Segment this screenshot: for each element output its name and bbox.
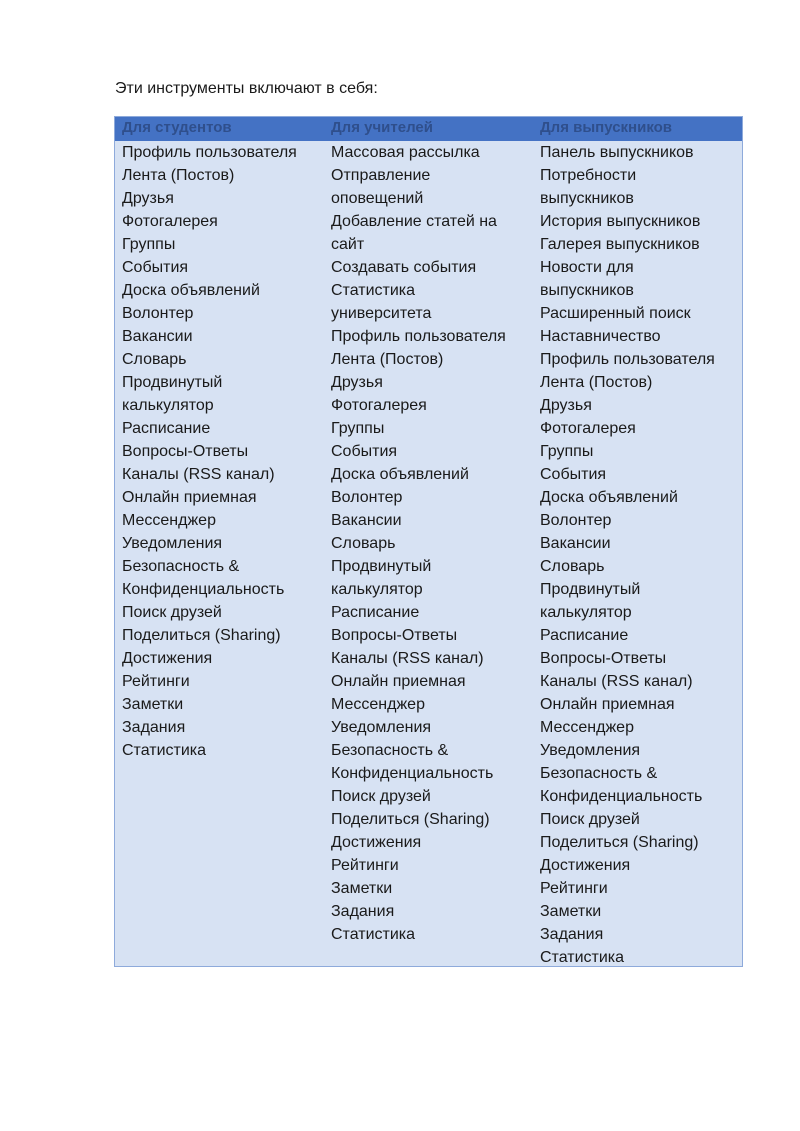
list-item: выпускников <box>540 190 634 207</box>
list-item: Онлайн приемная <box>122 489 257 506</box>
list-item: Волонтер <box>122 305 194 322</box>
list-item: Задания <box>122 719 186 736</box>
list-item: Фотогалерея <box>331 397 427 414</box>
column-header-teachers: Для учителей <box>331 119 433 136</box>
list-item: сайт <box>331 236 365 253</box>
list-item: События <box>540 466 607 483</box>
list-item: Расписание <box>331 604 420 621</box>
list-item: Рейтинги <box>331 857 399 874</box>
list-item: Поиск друзей <box>540 811 640 828</box>
list-item: Конфиденциальность <box>331 765 494 782</box>
list-item: Расписание <box>122 420 211 437</box>
list-item: Задания <box>331 903 395 920</box>
list-item: Словарь <box>540 558 605 575</box>
list-item: Галерея выпускников <box>540 236 700 253</box>
list-item: Достижения <box>122 650 213 667</box>
list-item: Вакансии <box>122 328 193 345</box>
list-item: Поиск друзей <box>122 604 222 621</box>
list-item: Безопасность & <box>122 558 240 575</box>
list-item: Уведомления <box>540 742 641 759</box>
list-item: Добавление статей на <box>331 213 497 230</box>
list-item: Профиль пользователя <box>540 351 715 368</box>
list-item: Лента (Постов) <box>122 167 235 184</box>
list-item: Рейтинги <box>122 673 190 690</box>
list-item: Поиск друзей <box>331 788 431 805</box>
list-item: Продвинутый <box>540 581 641 598</box>
list-item: Онлайн приемная <box>540 696 675 713</box>
list-item: университета <box>331 305 432 322</box>
list-item: Статистика <box>122 742 207 759</box>
list-item: оповещений <box>331 190 424 207</box>
list-item: Волонтер <box>331 489 403 506</box>
list-item: Расширенный поиск <box>540 305 691 322</box>
list-item: выпускников <box>540 282 634 299</box>
list-item: Доска объявлений <box>540 489 678 506</box>
list-item: Лента (Постов) <box>331 351 444 368</box>
list-item: Статистика <box>331 926 416 943</box>
list-item: Потребности <box>540 167 637 184</box>
list-item: Заметки <box>331 880 393 897</box>
list-item: Группы <box>122 236 176 253</box>
list-item: Вопросы-Ответы <box>540 650 667 667</box>
list-item: Друзья <box>331 374 383 391</box>
list-item: События <box>122 259 189 276</box>
column-students <box>122 117 327 762</box>
list-item: Онлайн приемная <box>331 673 466 690</box>
list-item: Уведомления <box>331 719 432 736</box>
list-item: Друзья <box>122 190 174 207</box>
column-header-students: Для студентов <box>122 119 232 136</box>
list-item: Мессенджер <box>122 512 216 529</box>
list-item: Безопасность & <box>540 765 658 782</box>
list-item: Фотогалерея <box>122 213 218 230</box>
list-item: Лента (Постов) <box>540 374 653 391</box>
list-item: Профиль пользователя <box>122 144 297 161</box>
column-list-graduates <box>540 141 740 969</box>
list-item: События <box>331 443 398 460</box>
list-item: Группы <box>331 420 385 437</box>
list-item: Статистика <box>331 282 416 299</box>
list-item: Заметки <box>540 903 602 920</box>
list-item: Массовая рассылка <box>331 144 480 161</box>
column-list-teachers <box>331 141 536 946</box>
list-item: Фотогалерея <box>540 420 636 437</box>
list-item: Каналы (RSS канал) <box>540 673 693 690</box>
list-item: Расписание <box>540 627 629 644</box>
column-teachers <box>331 117 536 946</box>
list-item: Доска объявлений <box>331 466 469 483</box>
list-item: Продвинутый <box>122 374 223 391</box>
list-item: Рейтинги <box>540 880 608 897</box>
list-item: Новости для <box>540 259 634 276</box>
list-item: Конфиденциальность <box>540 788 703 805</box>
column-header-graduates: Для выпускников <box>540 119 673 136</box>
list-item: Профиль пользователя <box>331 328 506 345</box>
list-item: Поделиться (Sharing) <box>540 834 699 851</box>
list-item: Наставничество <box>540 328 661 345</box>
list-item: Заметки <box>122 696 184 713</box>
list-item: Словарь <box>122 351 187 368</box>
list-item: Продвинутый <box>331 558 432 575</box>
list-item: Достижения <box>331 834 422 851</box>
list-item: Друзья <box>540 397 592 414</box>
list-item: Каналы (RSS канал) <box>122 466 275 483</box>
list-item: Вакансии <box>331 512 402 529</box>
list-item: Вопросы-Ответы <box>331 627 458 644</box>
list-item: Словарь <box>331 535 396 552</box>
list-item: Волонтер <box>540 512 612 529</box>
list-item: Задания <box>540 926 604 943</box>
list-item: Мессенджер <box>331 696 425 713</box>
list-item: Каналы (RSS канал) <box>331 650 484 667</box>
list-item: Поделиться (Sharing) <box>122 627 281 644</box>
list-item: Отправление <box>331 167 431 184</box>
list-item: Создавать события <box>331 259 477 276</box>
list-item: Безопасность & <box>331 742 449 759</box>
list-item: калькулятор <box>122 397 214 414</box>
list-item: Мессенджер <box>540 719 634 736</box>
list-item: Поделиться (Sharing) <box>331 811 490 828</box>
intro-text: Эти инструменты включают в себя: <box>115 80 378 97</box>
list-item: Доска объявлений <box>122 282 260 299</box>
list-item: Достижения <box>540 857 631 874</box>
list-item: Вакансии <box>540 535 611 552</box>
list-item: История выпускников <box>540 213 701 230</box>
list-item: калькулятор <box>540 604 632 621</box>
list-item: Статистика <box>540 949 625 966</box>
list-item: Вопросы-Ответы <box>122 443 249 460</box>
features-table <box>114 116 743 967</box>
list-item: калькулятор <box>331 581 423 598</box>
column-graduates <box>540 117 740 969</box>
list-item: Уведомления <box>122 535 223 552</box>
list-item: Группы <box>540 443 594 460</box>
list-item: Конфиденциальность <box>122 581 285 598</box>
list-item: Панель выпускников <box>540 144 694 161</box>
column-list-students <box>122 141 327 762</box>
